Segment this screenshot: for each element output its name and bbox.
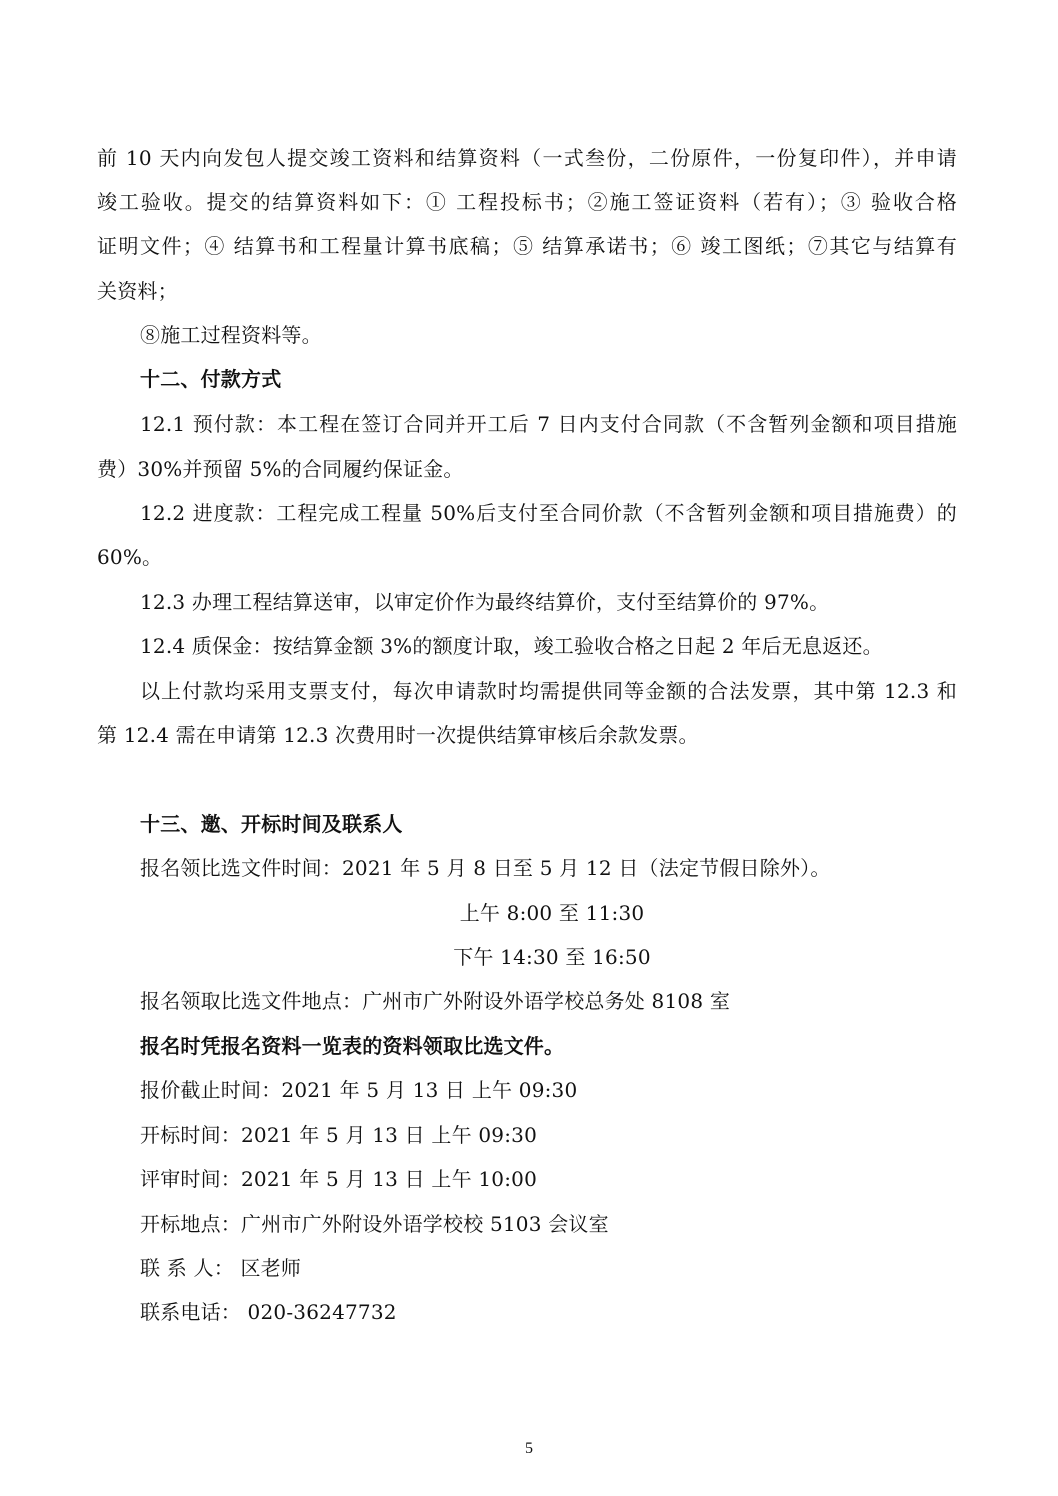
- quote-deadline: 报价截止时间：2021 年 5 月 13 日 上午 09:30: [140, 1078, 578, 1102]
- review-time: 评审时间：2021 年 5 月 13 日 上午 10:00: [140, 1167, 538, 1191]
- payment-item-line: 费）30%并预留 5%的合同履约保证金。: [97, 457, 464, 481]
- paragraph-line: 前 10 天内向发包人提交竣工资料和结算资料（一式叁份，二份原件，一份复印件），并申请: [97, 146, 957, 170]
- payment-item-line: 12.3 办理工程结算送审，以审定价作为最终结算价，支付至结算价的 97%。: [140, 590, 830, 614]
- signup-note: 报名时凭报名资料一览表的资料领取比选文件。: [140, 1034, 565, 1058]
- opening-place: 开标地点：广州市广外附设外语学校校 5103 会议室: [140, 1212, 609, 1236]
- signup-time: 报名领比选文件时间：2021 年 5 月 8 日至 5 月 12 日（法定节假日除外）。: [140, 856, 831, 880]
- signup-place: 报名领取比选文件地点：广州市广外附设外语学校总务处 8108 室: [140, 989, 731, 1013]
- paragraph-line: ⑧施工过程资料等。: [140, 323, 322, 347]
- section-heading-schedule: 十三、邀、开标时间及联系人: [140, 812, 403, 836]
- paragraph-line: 关资料；: [97, 279, 178, 303]
- payment-item-line: 12.2 进度款：工程完成工程量 50%后支付至合同价款（不含暂列金额和项目措施费）的: [140, 501, 957, 525]
- paragraph-line: 竣工验收。提交的结算资料如下：① 工程投标书；②施工签证资料（若有）；③ 验收合格: [97, 190, 957, 214]
- contact-phone: 联系电话： 020-36247732: [140, 1300, 397, 1324]
- payment-note-line: 第 12.4 需在申请第 12.3 次费用时一次提供结算审核后余款发票。: [97, 723, 699, 747]
- page-number: 5: [525, 1440, 533, 1457]
- payment-note-line: 以上付款均采用支票支付，每次申请款时均需提供同等金额的合法发票，其中第 12.3 和: [140, 679, 957, 703]
- paragraph-line: 证明文件；④ 结算书和工程量计算书底稿；⑤ 结算承诺书；⑥ 竣工图纸；⑦其它与结算有: [97, 234, 957, 258]
- payment-item-line: 12.4 质保金：按结算金额 3%的额度计取，竣工验收合格之日起 2 年后无息返还。: [140, 634, 883, 658]
- opening-time: 开标时间：2021 年 5 月 13 日 上午 09:30: [140, 1123, 538, 1147]
- section-heading-payment: 十二、付款方式: [140, 367, 282, 391]
- morning-hours: 上午 8:00 至 11:30: [459, 901, 645, 925]
- payment-item-line: 60%。: [97, 545, 163, 569]
- payment-item-line: 12.1 预付款：本工程在签订合同并开工后 7 日内支付合同款（不含暂列金额和项目措施: [140, 412, 957, 436]
- afternoon-hours: 下午 14:30 至 16:50: [453, 945, 651, 969]
- contact-person: 联 系 人： 区老师: [140, 1256, 302, 1280]
